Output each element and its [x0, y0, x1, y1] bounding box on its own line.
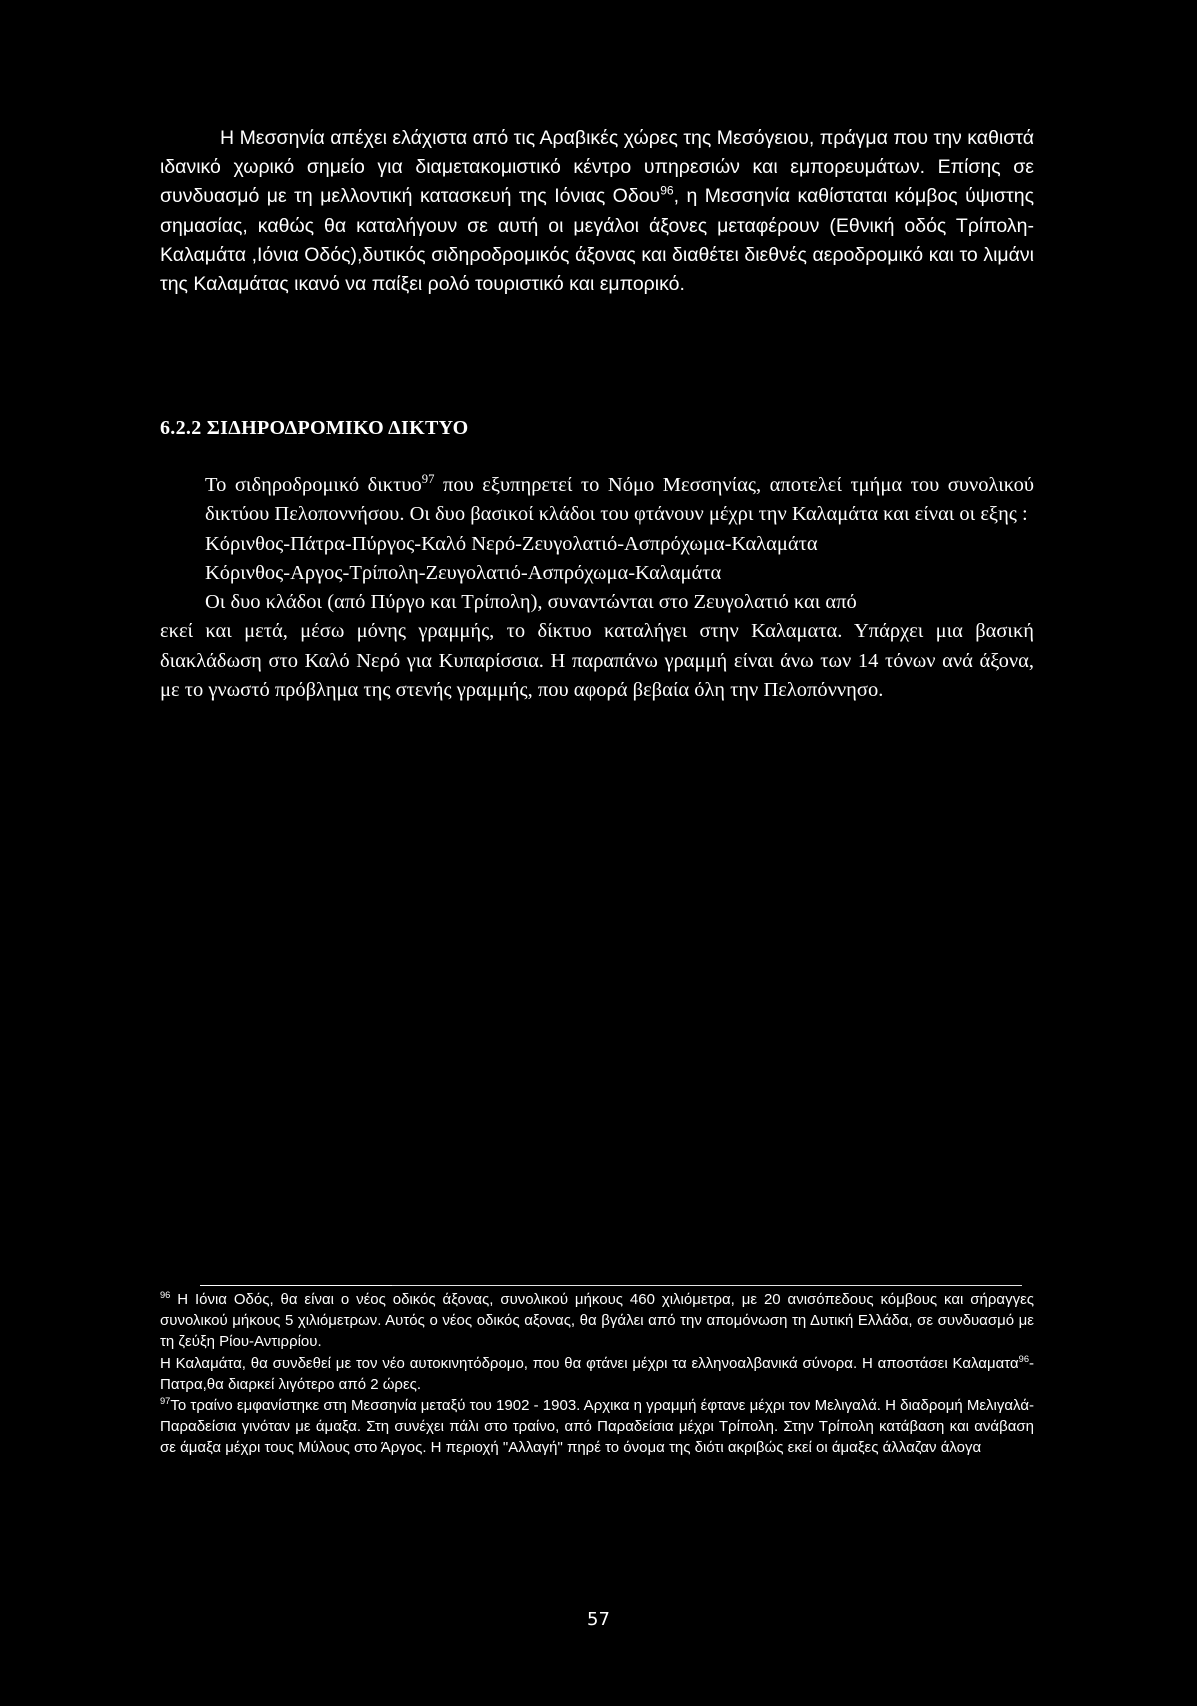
- railway-intro-text-2: που εξυπηρετεί το Νόμο Μεσσηνίας, αποτελεί τμήμα του συνολικού δικτύου Πελοποννήσου. Οι δυο βασικοί κλάδοι του φτάνουν μέχρι την Καλαμάτα και είναι οι εξης :: [205, 474, 1034, 526]
- intro-paragraph-text-2: , η Μεσσηνία καθίσταται κόμβος ύψιστης σημασίας, καθώς θα καταλήγουν σε αυτή οι μεγάλοι άξονες μεταφέρουν (Εθνική οδός Τρίπολη-Καλαμάτα ,Ιόνια Οδός),δυτικός σιδηροδρομικός άξονας και διαθέτει διεθνές αεροδρομικό και το λιμάνι της Καλαμάτας ικανό να παίξει ρολό τουριστικό και εμπορικό.: [160, 185, 1034, 296]
- railway-intro: [160, 471, 1034, 530]
- footnote-separator-line: [392, 1285, 1022, 1286]
- footnote-96b-text-2: -Πατρα,θα διαρκεί λιγότερο από 2 ώρες.: [160, 1354, 1034, 1393]
- footnote-96: [160, 1289, 1034, 1353]
- railway-intro-text-1: Το σιδηροδρομικό δικτυο: [205, 474, 422, 496]
- route-line-2: Κόρινθος-Αργος-Τρίπολη-Ζευγολατιό-Ασπρόχωμα-Καλαμάτα: [205, 561, 722, 584]
- footnote-ref-97: 97: [421, 472, 435, 487]
- footnote-96-number: 96: [160, 1290, 171, 1300]
- footnote-97-text: Το τραίνο εμφανίστηκε στη Μεσσηνία μεταξύ του 1902 - 1903. Αρχικα η γραμμή έφτανε μέχρι τον Μελιγαλά. Η διαδρομή Μελιγαλά-Παραδείσια γινόταν με άμαξα. Στη συνέχει πάλι στο τραίνο, από Παραδείσια μέχρι Τρίπολη. Στην Τρίπολη κατάβαση και ανάβαση σε άμαξα μέχρι τους Μύλους στο Άργος. Η περιοχή "Αλλαγή" πηρέ το όνομα της διότι ακριβώς εκεί οι άμαξες άλλαζαν άλογα: [160, 1397, 1034, 1457]
- intro-paragraph: [160, 124, 1034, 299]
- footnote-ref-96: 96: [660, 183, 674, 198]
- footnote-separator: [200, 1285, 392, 1286]
- footnote-97-number: 97: [160, 1396, 171, 1407]
- section-heading: 6.2.2 ΣΙΔΗΡΟΔΡΟΜΙΚΟ ΔΙΚΤΥΟ: [160, 417, 469, 439]
- footnote-96b-sup: 96: [1018, 1353, 1029, 1364]
- railway-rest-paragraph: εκεί και μετά, μέσω μόνης γραμμής, το δίκτυο καταλήγει στην Καλαματα. Υπάρχει μια βασική διακλάδωση στο Καλό Νερό για Κυπαρίσσια. Η παραπάνω γραμμή είναι άνω των 14 τόνων ανά άξονα, με το γνωστό πρόβλημα της στενής γραμμής, που αφορά βεβαία όλη την Πελοπόννησο.: [160, 620, 1034, 702]
- footnote-96-text: Η Ιόνια Οδός, θα είναι ο νέος οδικός άξονας, συνολικού μήκους 460 χιλιόμετρα, με 20 ανισόπεδους κόμβους και σήραγγες συνολικού μήκους 5 χιλιόμετρων. Αυτός ο νέος οδικός αξονας, θα βγάλει από την απομόνωση τη Δυτική Ελλάδα, σε συνδυασμό με τη ζεύξη Ρίου-Αντιρρίου.: [160, 1291, 1034, 1351]
- footnote-96b-text-1: Η Καλαμάτα, θα συνδεθεί με τον νέο αυτοκινητόδρομο, που θα φτάνει μέχρι τα ελληνοαλβανικά σύνορα. Η αποστάσει Καλαματα: [160, 1354, 1019, 1372]
- route-line-1: Κόρινθος-Πάτρα-Πύργος-Καλό Νερό-Ζευγολατιό-Ασπρόχωμα-Καλαμάτα: [205, 532, 818, 555]
- page-number: 57: [587, 1609, 610, 1630]
- railway-section-body: [160, 471, 1034, 705]
- footnotes: [160, 1289, 1034, 1459]
- railway-rest-line: Οι δυο κλάδοι (από Πύργο και Τρίπολη), συναντώνται στο Ζευγολατιό και από: [205, 591, 857, 614]
- footnote-97: [160, 1395, 1034, 1459]
- footnote-96-continued: [160, 1353, 1034, 1395]
- intro-paragraph-text-1: Η Μεσσηνία απέχει ελάχιστα από τις Αραβικές χώρες της Μεσόγειου, πράγμα που την καθιστά ιδανικό χωρικό σημείο για διαμετακομιστικό κέντρο υπηρεσιών και εμπορευμάτων. Επίσης σε συνδυασμό με τη μελλοντική κατασκευή της Ιόνιας Οδου: [160, 127, 1034, 208]
